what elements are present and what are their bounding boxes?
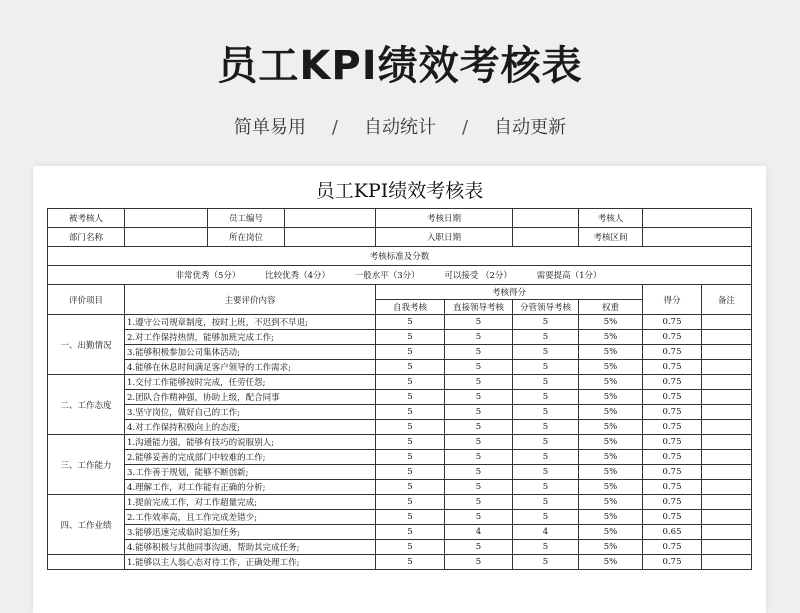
info-label: 考核人	[579, 209, 643, 228]
cell-weight: 5%	[579, 480, 643, 495]
cell-self[interactable]: 5	[376, 360, 445, 375]
cell-remark[interactable]	[702, 405, 752, 420]
info-value[interactable]	[513, 209, 579, 228]
header-row	[48, 285, 752, 300]
group-name: 三、工作能力	[48, 435, 125, 495]
cell-remark[interactable]	[702, 465, 752, 480]
cell-weight: 5%	[579, 390, 643, 405]
cell-self[interactable]: 5	[376, 495, 445, 510]
table-row	[48, 330, 752, 345]
group-name: 四、工作业绩	[48, 495, 125, 555]
table-row	[48, 390, 752, 405]
cell-self[interactable]: 5	[376, 435, 445, 450]
cell-score: 0.75	[643, 450, 702, 465]
cell-direct[interactable]: 5	[445, 465, 513, 480]
table-row	[48, 450, 752, 465]
cell-weight: 5%	[579, 435, 643, 450]
cell-division[interactable]: 5	[513, 495, 579, 510]
info-value[interactable]	[643, 209, 752, 228]
cell-self[interactable]: 5	[376, 540, 445, 555]
cell-division[interactable]: 5	[513, 330, 579, 345]
table-row	[48, 435, 752, 450]
group-name: 二、工作态度	[48, 375, 125, 435]
table-row	[48, 345, 752, 360]
cell-weight: 5%	[579, 345, 643, 360]
cell-direct[interactable]: 5	[445, 375, 513, 390]
standard-item: 非常优秀（5分）	[175, 271, 241, 281]
criterion-text: 2.能够妥善的完成部门中较难的工作;	[125, 450, 376, 465]
cell-division[interactable]: 5	[513, 450, 579, 465]
standards-row	[48, 266, 752, 285]
cell-division[interactable]: 5	[513, 510, 579, 525]
cell-weight: 5%	[579, 525, 643, 540]
feature-auto-stats: 自动统计	[364, 117, 436, 138]
cell-weight: 5%	[579, 450, 643, 465]
header-item: 评价项目	[48, 285, 125, 315]
standard-item: 比较优秀（4分）	[265, 271, 330, 281]
criterion-text: 1.能够以主人翁心态对待工作，正确处理工作;	[125, 555, 376, 570]
table-row	[48, 420, 752, 435]
cell-score: 0.75	[643, 405, 702, 420]
cell-score: 0.75	[643, 390, 702, 405]
info-label: 被考核人	[48, 209, 125, 228]
info-row	[48, 228, 752, 247]
cell-direct[interactable]: 5	[445, 540, 513, 555]
table-row	[48, 465, 752, 480]
standard-item: 一般水平（3分）	[354, 271, 420, 281]
info-label: 考核区间	[579, 228, 643, 247]
cell-division[interactable]: 5	[513, 420, 579, 435]
standard-item: 需要提高（1分）	[536, 271, 602, 281]
info-label: 部门名称	[48, 228, 125, 247]
table-row	[48, 480, 752, 495]
cell-direct[interactable]: 5	[445, 510, 513, 525]
criterion-text: 1.提前完成工作，对工作超量完成;	[125, 495, 376, 510]
group-name	[48, 555, 125, 570]
cell-weight: 5%	[579, 495, 643, 510]
cell-score: 0.75	[643, 480, 702, 495]
table-row	[48, 375, 752, 390]
cell-score: 0.75	[643, 315, 702, 330]
header-self: 自我考核	[376, 300, 445, 315]
cell-remark[interactable]	[702, 330, 752, 345]
cell-score: 0.75	[643, 420, 702, 435]
cell-remark[interactable]	[702, 555, 752, 570]
criterion-text: 2.工作效率高，且工作完成差错少;	[125, 510, 376, 525]
info-label: 所在岗位	[208, 228, 285, 247]
cell-score: 0.75	[643, 435, 702, 450]
cell-division[interactable]: 5	[513, 540, 579, 555]
criterion-text: 3.能够迅速完成临时追加任务;	[125, 525, 376, 540]
criterion-text: 4.理解工作，对工作能有正确的分析;	[125, 480, 376, 495]
cell-remark[interactable]	[702, 510, 752, 525]
table-row	[48, 360, 752, 375]
cell-direct[interactable]: 5	[445, 330, 513, 345]
cell-division[interactable]: 5	[513, 345, 579, 360]
kpi-table	[47, 208, 752, 570]
cell-weight: 5%	[579, 405, 643, 420]
table-row	[48, 510, 752, 525]
cell-remark[interactable]	[702, 360, 752, 375]
table-row	[48, 555, 752, 570]
cell-remark[interactable]	[702, 345, 752, 360]
cell-score: 0.75	[643, 375, 702, 390]
cell-division[interactable]: 5	[513, 465, 579, 480]
info-label: 入职日期	[376, 228, 513, 247]
criterion-text: 2.对工作保持热情，能够加班完成工作;	[125, 330, 376, 345]
cell-remark[interactable]	[702, 480, 752, 495]
cell-direct[interactable]: 5	[445, 555, 513, 570]
cell-score: 0.65	[643, 525, 702, 540]
cell-score: 0.75	[643, 345, 702, 360]
cell-weight: 5%	[579, 420, 643, 435]
header-score: 得分	[643, 285, 702, 315]
cell-self[interactable]: 5	[376, 465, 445, 480]
criterion-text: 4.能够在休息时间满足客户领导的工作需求;	[125, 360, 376, 375]
cell-division[interactable]: 5	[513, 405, 579, 420]
cell-weight: 5%	[579, 375, 643, 390]
cell-self[interactable]: 5	[376, 315, 445, 330]
cell-direct[interactable]: 4	[445, 525, 513, 540]
cell-direct[interactable]: 5	[445, 480, 513, 495]
cell-remark[interactable]	[702, 390, 752, 405]
cell-score: 0.75	[643, 540, 702, 555]
cell-division[interactable]: 5	[513, 315, 579, 330]
cell-self[interactable]: 5	[376, 420, 445, 435]
cell-direct[interactable]: 5	[445, 390, 513, 405]
cell-weight: 5%	[579, 465, 643, 480]
header-score-group: 考核得分	[376, 285, 643, 300]
cell-direct[interactable]: 5	[445, 405, 513, 420]
standard-title: 考核标准及分数	[48, 247, 752, 266]
criterion-text: 1.遵守公司规章制度，按时上班，不迟到不早退;	[125, 315, 376, 330]
criterion-text: 3.工作善于规划，能够不断创新;	[125, 465, 376, 480]
cell-weight: 5%	[579, 510, 643, 525]
cell-self[interactable]: 5	[376, 345, 445, 360]
cell-remark[interactable]	[702, 450, 752, 465]
table-row	[48, 540, 752, 555]
cell-division[interactable]: 5	[513, 390, 579, 405]
criterion-text: 4.能够积极与其他同事沟通，帮助其完成任务;	[125, 540, 376, 555]
criterion-text: 3.坚守岗位，做好自己的工作;	[125, 405, 376, 420]
group-name: 一、出勤情况	[48, 315, 125, 375]
standard-item: 可以接受 （2分）	[444, 271, 512, 281]
criterion-text: 1.沟通能力强，能够有技巧的说服别人;	[125, 435, 376, 450]
feature-auto-update: 自动更新	[494, 117, 567, 138]
separator: /	[331, 117, 338, 138]
info-value[interactable]	[513, 228, 579, 247]
header-direct: 直接领导考核	[445, 300, 513, 315]
info-value[interactable]	[285, 228, 376, 247]
cell-direct[interactable]: 5	[445, 315, 513, 330]
page-title: 员工KPI绩效考核表	[217, 43, 583, 89]
info-row	[48, 209, 752, 228]
cell-self[interactable]: 5	[376, 555, 445, 570]
cell-score: 0.75	[643, 495, 702, 510]
cell-self[interactable]: 5	[376, 480, 445, 495]
cell-score: 0.75	[643, 465, 702, 480]
criterion-text: 4.对工作保持积极向上的态度;	[125, 420, 376, 435]
table-row	[48, 495, 752, 510]
criterion-text: 3.能够积极参加公司集体活动;	[125, 345, 376, 360]
info-label: 考核日期	[376, 209, 513, 228]
header-content: 主要评价内容	[125, 285, 376, 315]
cell-direct[interactable]: 5	[445, 435, 513, 450]
cell-weight: 5%	[579, 540, 643, 555]
cell-division[interactable]: 4	[513, 525, 579, 540]
cell-score: 0.75	[643, 510, 702, 525]
standard-title-row	[48, 247, 752, 266]
table-row	[48, 525, 752, 540]
cell-weight: 5%	[579, 330, 643, 345]
cell-weight: 5%	[579, 360, 643, 375]
spreadsheet-preview	[33, 166, 766, 613]
cell-direct[interactable]: 5	[445, 495, 513, 510]
cell-direct[interactable]: 5	[445, 450, 513, 465]
cell-division[interactable]: 5	[513, 480, 579, 495]
cell-weight: 5%	[579, 315, 643, 330]
cell-weight: 5%	[579, 555, 643, 570]
cell-division[interactable]: 5	[513, 375, 579, 390]
cell-division[interactable]: 5	[513, 435, 579, 450]
cell-score: 0.75	[643, 330, 702, 345]
info-value[interactable]	[125, 209, 208, 228]
criterion-text: 2.团队合作精神强，协助上级，配合同事	[125, 390, 376, 405]
cell-score: 0.75	[643, 360, 702, 375]
info-value[interactable]	[285, 209, 376, 228]
table-row	[48, 405, 752, 420]
cell-remark[interactable]	[702, 540, 752, 555]
cell-self[interactable]: 5	[376, 525, 445, 540]
cell-division[interactable]: 5	[513, 360, 579, 375]
cell-self[interactable]: 5	[376, 510, 445, 525]
info-label: 员工编号	[208, 209, 285, 228]
separator: /	[462, 117, 469, 138]
feature-tagline	[0, 113, 800, 139]
cell-self[interactable]: 5	[376, 450, 445, 465]
criterion-text: 1.交付工作能够按时完成，任劳任怨;	[125, 375, 376, 390]
header-remark: 备注	[702, 285, 752, 315]
cell-self[interactable]: 5	[376, 375, 445, 390]
info-value[interactable]	[125, 228, 208, 247]
cell-remark[interactable]	[702, 315, 752, 330]
cell-division[interactable]: 5	[513, 555, 579, 570]
feature-easy: 简单易用	[233, 117, 306, 138]
header-weight: 权重	[579, 300, 643, 315]
table-row	[48, 315, 752, 330]
cell-remark[interactable]	[702, 375, 752, 390]
cell-remark[interactable]	[702, 420, 752, 435]
cell-remark[interactable]	[702, 525, 752, 540]
cell-self[interactable]: 5	[376, 330, 445, 345]
cell-remark[interactable]	[702, 495, 752, 510]
cell-self[interactable]: 5	[376, 390, 445, 405]
cell-direct[interactable]: 5	[445, 345, 513, 360]
header-division: 分管领导考核	[513, 300, 579, 315]
cell-remark[interactable]	[702, 435, 752, 450]
cell-self[interactable]: 5	[376, 405, 445, 420]
cell-direct[interactable]: 5	[445, 360, 513, 375]
standards-cell	[48, 266, 752, 285]
cell-direct[interactable]: 5	[445, 420, 513, 435]
info-value[interactable]	[643, 228, 752, 247]
cell-score: 0.75	[643, 555, 702, 570]
sheet-title: 员工KPI绩效考核表	[315, 180, 484, 202]
